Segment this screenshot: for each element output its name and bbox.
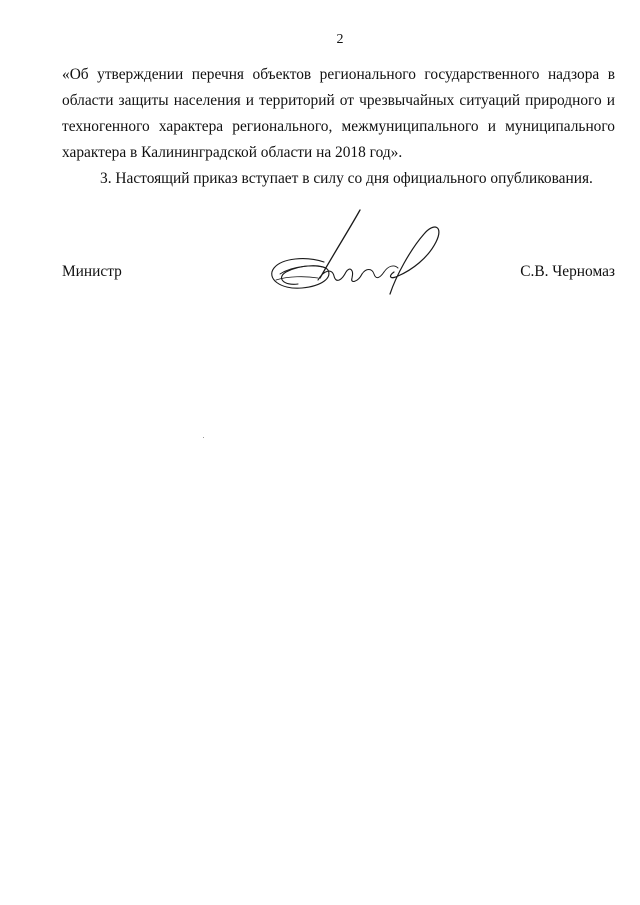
order-text-paragraph — [62, 62, 615, 166]
paragraph-line: «Об утверждении перечня объектов регионального государственного надзора в — [62, 66, 615, 83]
signer-title: Министр — [62, 263, 122, 280]
signer-name: С.В. Черномаз — [520, 263, 615, 280]
clause-3-effective-date: 3. Настоящий приказ вступает в силу со дня официального опубликования. — [100, 170, 593, 187]
paragraph-line: характера в Калининградской области на 2018 год». — [62, 144, 403, 161]
paragraph-line: области защиты населения и территорий от чрезвычайных ситуаций природного и — [62, 92, 615, 109]
page-number: 2 — [336, 32, 344, 47]
paragraph-line: техногенного характера регионального, межмуниципального и муниципального — [62, 118, 615, 135]
scan-speck — [203, 437, 204, 438]
handwritten-signature-icon — [262, 206, 452, 302]
signature-row — [62, 259, 615, 285]
